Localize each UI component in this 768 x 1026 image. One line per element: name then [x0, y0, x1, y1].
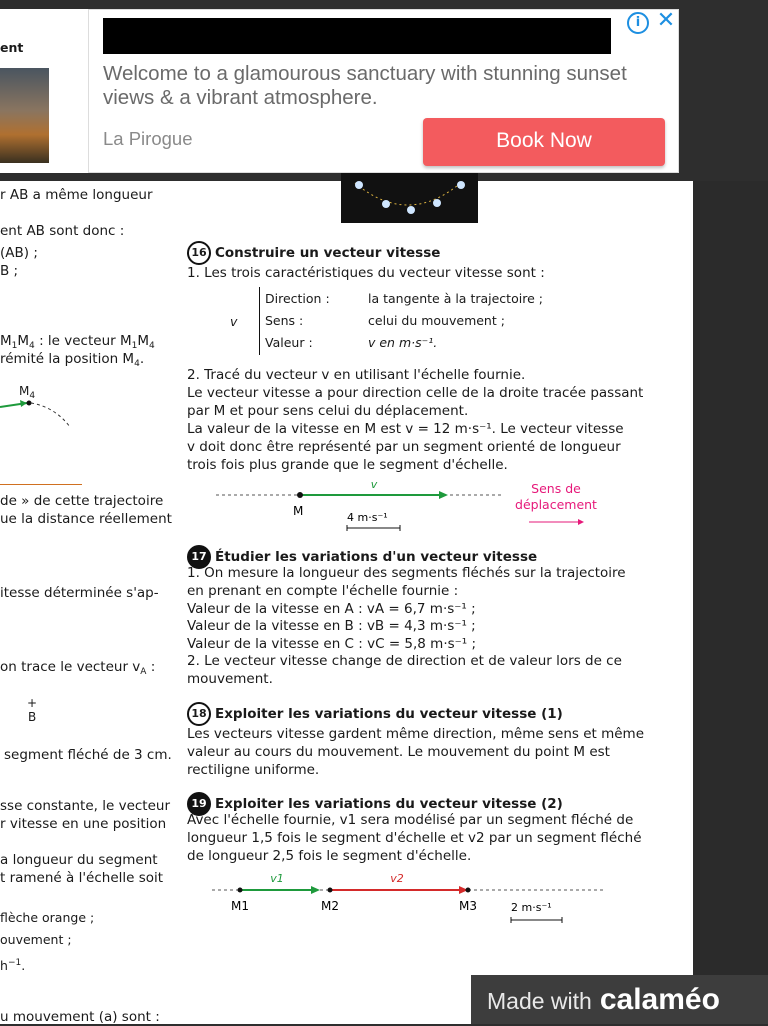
exercise-title: Étudier les variations d'un vecteur vitesse — [215, 549, 538, 565]
exercise-number-badge: 16 — [187, 241, 211, 265]
left-heading-fragment: ent — [0, 40, 24, 55]
left-text-line: flèche orange ; — [0, 910, 95, 925]
left-text-line: t ramené à l'échelle soit — [0, 870, 164, 886]
table-brace-line — [259, 287, 260, 355]
point-b-marker: + — [27, 696, 38, 710]
ad-side-overlay — [679, 0, 768, 181]
vector-symbol: v — [230, 314, 238, 329]
calameo-watermark[interactable] — [471, 975, 768, 1024]
left-text-line: itesse déterminée s'ap- — [0, 585, 159, 601]
left-text-line: r AB a même longueur — [0, 187, 153, 203]
vector-label-v2: v2 — [390, 872, 404, 885]
exercise-paragraph: trois fois plus grande que le segment d'échelle. — [187, 457, 508, 473]
left-text-line: $h^{-1}$. — [0, 958, 26, 973]
left-text-line: de » de cette trajectoire — [0, 493, 164, 509]
trajectory-photo — [341, 173, 478, 223]
exercise-paragraph: Valeur de la vitesse en C : vC = 5,8 m·s⁻¹ ; — [187, 636, 477, 652]
left-text-line: on trace le vecteur $v_A$ : — [0, 659, 156, 677]
point-m — [297, 492, 303, 498]
exercise-paragraph: par M et pour sens celui du déplacement. — [187, 403, 469, 419]
exercise-paragraph: Avec l'échelle fournie, v1 sera modélisé par un segment fléché de — [187, 812, 634, 828]
exercise-paragraph: Valeur de la vitesse en B : vB = 4,3 m·s⁻¹ ; — [187, 618, 476, 634]
char-key: Direction : — [265, 291, 330, 306]
exercise-paragraph: 1. On mesure la longueur des segments fléchés sur la trajectoire — [187, 565, 626, 581]
exercise-paragraph: La valeur de la vitesse en M est v = 12 m·s⁻¹. Le vecteur vitesse — [187, 421, 624, 437]
point-label-m4: $M_4$ — [19, 384, 36, 401]
ad-brand-name[interactable]: La Pirogue — [103, 128, 193, 149]
info-icon[interactable]: i — [627, 12, 649, 34]
left-text-line: ouvement ; — [0, 932, 72, 947]
exercise-paragraph: Les vecteurs vitesse gardent même direction, même sens et même — [187, 726, 645, 742]
calameo-logo: calaméo — [599, 983, 720, 1016]
left-text-line: rémité la position $M_4$. — [0, 351, 145, 369]
char-value: celui du mouvement ; — [368, 313, 505, 328]
exercise-paragraph: 2. Le vecteur vitesse change de direction et de valeur lors de ce — [187, 653, 622, 669]
left-text-line: ent AB sont donc : — [0, 223, 125, 239]
ad-bottom-shadow — [0, 173, 341, 181]
viewer-top-bar — [0, 0, 768, 9]
point-label-m1: M1 — [231, 899, 249, 913]
exercise-number-badge: 18 — [187, 702, 211, 726]
left-text-line: u mouvement (a) sont : — [0, 1009, 160, 1024]
advertisement-banner[interactable] — [88, 9, 679, 173]
exercise-number-badge: 17 — [187, 545, 211, 569]
exercise-paragraph: rectiligne uniforme. — [187, 762, 320, 778]
direction-label: Sens de — [531, 481, 581, 496]
vector-label-v: v — [370, 478, 378, 491]
point-m1 — [238, 888, 243, 893]
left-text-line: $M_1M_4$ : le vecteur $M_1M_4$ — [0, 333, 155, 351]
arrow-head — [311, 886, 320, 894]
exercise-paragraph: 2. Tracé du vecteur v en utilisant l'échelle fournie. — [187, 367, 526, 383]
left-text-line: ue la distance réellement — [0, 511, 172, 527]
ad-left-gap — [0, 9, 88, 173]
exercise-18-heading — [187, 702, 563, 726]
vector-label-v1: v1 — [270, 872, 284, 885]
left-text-line: segment fléché de 3 cm. — [4, 747, 172, 763]
exercise-paragraph: longueur 1,5 fois le segment d'échelle et v2 par un segment fléché — [187, 830, 642, 846]
ad-headline-redacted — [103, 18, 611, 54]
point-label-m: M — [293, 504, 304, 518]
point-label-m3: M3 — [459, 899, 477, 913]
orange-divider — [0, 484, 82, 485]
figure-vector-m — [214, 474, 614, 534]
arrow-head — [439, 491, 448, 499]
point-m4 — [27, 401, 32, 406]
exercise-paragraph: en prenant en compte l'échelle fournie : — [187, 583, 459, 599]
char-key: Sens : — [265, 313, 304, 328]
exercise-paragraph: mouvement. — [187, 671, 273, 687]
watermark-prefix: Made with — [487, 988, 592, 1014]
exercise-title: Exploiter les variations du vecteur vitesse (2) — [215, 796, 563, 812]
trajectory-line — [31, 403, 70, 427]
char-key: Valeur : — [265, 335, 313, 350]
exercise-paragraph: Valeur de la vitesse en A : vA = 6,7 m·s⁻¹ ; — [187, 601, 476, 617]
left-text-line: B ; — [0, 263, 19, 279]
scale-label: 2 m·s⁻¹ — [511, 901, 552, 914]
point-m3 — [466, 888, 471, 893]
left-text-line: sse constante, le vecteur — [0, 798, 171, 814]
ad-description: Welcome to a glamourous sanctuary with stunning sunset views & a vibrant atmosphere. — [103, 62, 627, 109]
point-label-b: B — [28, 710, 37, 724]
left-text-line: (AB) ; — [0, 245, 38, 261]
exercise-paragraph: de longueur 2,5 fois le segment d'échelle. — [187, 848, 472, 864]
figure-vectors-m1-m2-m3 — [210, 866, 620, 926]
exercise-paragraph: Le vecteur vitesse a pour direction celle de la droite tracée passant — [187, 385, 644, 401]
left-text-line: r vitesse en une position — [0, 816, 167, 832]
arrow-head — [20, 400, 27, 407]
exercise-paragraph: valeur au cours du mouvement. Le mouvement du point M est — [187, 744, 610, 760]
book-now-button[interactable]: Book Now — [423, 118, 665, 166]
left-trajectory-figure — [0, 395, 80, 435]
char-value: la tangente à la trajectoire ; — [368, 291, 543, 306]
exercise-title: Construire un vecteur vitesse — [215, 245, 441, 261]
char-value: v en m·s⁻¹. — [368, 335, 438, 350]
exercise-title: Exploiter les variations du vecteur vitesse (1) — [215, 706, 563, 722]
exercise-paragraph: 1. Les trois caractéristiques du vecteur vitesse sont : — [187, 265, 545, 281]
exercise-paragraph: v doit donc être représenté par un segment orienté de longueur — [187, 439, 621, 455]
arrow-head — [578, 519, 584, 525]
left-text-line: a longueur du segment — [0, 852, 158, 868]
direction-label: déplacement — [515, 497, 597, 512]
close-icon[interactable]: ✕ — [656, 8, 676, 33]
exercise-16-heading — [187, 241, 440, 265]
point-label-m2: M2 — [321, 899, 339, 913]
exercise-number-badge: 19 — [187, 792, 211, 816]
point-m2 — [328, 888, 333, 893]
scale-label: 4 m·s⁻¹ — [347, 511, 388, 524]
